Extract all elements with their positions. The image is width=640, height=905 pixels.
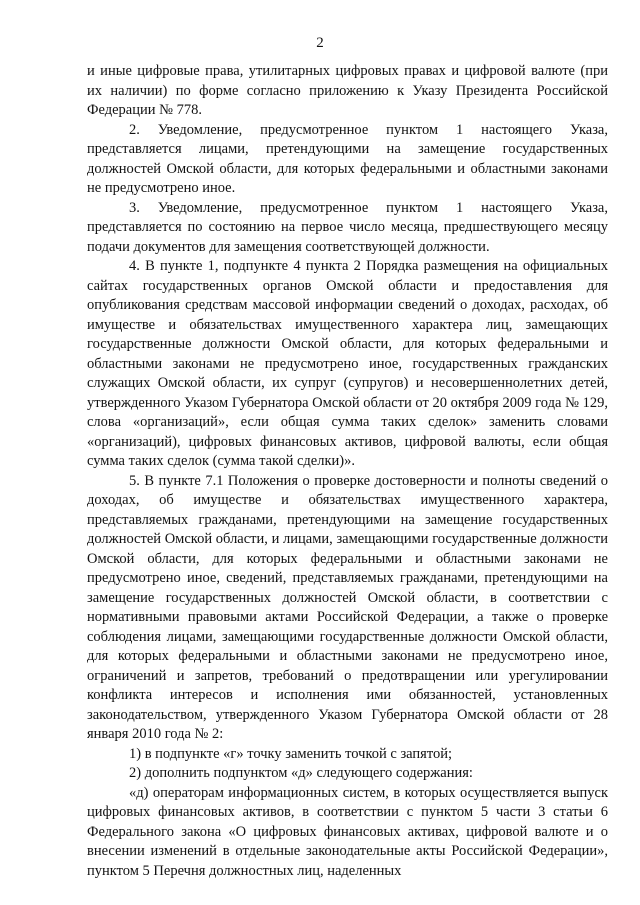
document-body bbox=[87, 62, 608, 881]
subitem-2: 2) дополнить подпунктом «д» следующего содержания: bbox=[129, 765, 473, 781]
paragraph-item-2: 2. Уведомление, предусмотренное пунктом 1 настоящего Указа, представляется лицами, претендующими на замещение государственных должностей Омской области, для которых федеральными и областными законами не предусмотрено иное. bbox=[87, 121, 608, 196]
paragraph-continuation: и иные цифровые права, утилитарных цифровых правах и цифровой валюте (при их наличии) по форме согласно приложению к Указу Президента Российской Федерации № 778. bbox=[87, 63, 608, 118]
paragraph-item-5: 5. В пункте 7.1 Положения о проверке достоверности и полноты сведений о доходах, об имуществе и обязательствах имущественного характера, представляемых гражданами, претендующими на замещение государственных должностей Омской области, и лицами, замещающими государственные должности Омской области, для которых федеральными и областными законами не предусмотрено иное, сведений, представляемых гражданами, претендующими на замещение государственных должностей Омской области, в соответствии с нормативными правовыми актами Российской Федерации, а также о проверке соблюдения лицами, замещающими государственные должности Омской области, для которых федеральными и областными законами не предусмотрено иное, ограничений и запретов, требований о предотвращении или урегулировании конфликта интересов и исполнения ими обязанностей, установленных законодательством, утвержденного Указом Губернатора Омской области от 28 января 2010 года № 2: bbox=[87, 472, 608, 742]
subitem-1: 1) в подпункте «г» точку заменить точкой с запятой; bbox=[129, 745, 453, 762]
subitem-d-text: «д) операторам информационных систем, в которых осуществляется выпуск цифровых финансовых активов, в соответствии с пунктом 5 части 3 статьи 6 Федерального закона «О цифровых финансовых активах, цифровой валюте и о внесении изменений в отдельные законодательные акты Российской Федерации», пунктом 5 Перечня должностных лиц, наделенных bbox=[87, 784, 608, 879]
paragraph-item-4: 4. В пункте 1, подпункте 4 пункта 2 Порядка размещения на официальных сайтах государственных органов Омской области и предоставления для опубликования средствам массовой информации сведений о доходах, расходах, об имуществе и обязательствах имущественного характера лиц, замещающих государственные должности Омской области, для которых федеральными и областными законами не предусмотрено иное, государственных гражданских служащих Омской области, их супруг (супругов) и несовершеннолетних детей, утвержденного Указом Губернатора Омской области от 20 октября 2009 года № 129, слова «организаций», если общая сумма таких сделок» заменить словами «организаций), цифровых финансовых активов, цифровой валюты, если общая сумма таких сделок (сумма такой сделки)». bbox=[87, 258, 608, 469]
page-number: 2 bbox=[316, 35, 324, 51]
paragraph-item-3: 3. Уведомление, предусмотренное пунктом 1 настоящего Указа, представляется по состоянию на первое число месяца, предшествующего месяцу подачи документов для замещения соответствующей должности. bbox=[87, 199, 608, 255]
